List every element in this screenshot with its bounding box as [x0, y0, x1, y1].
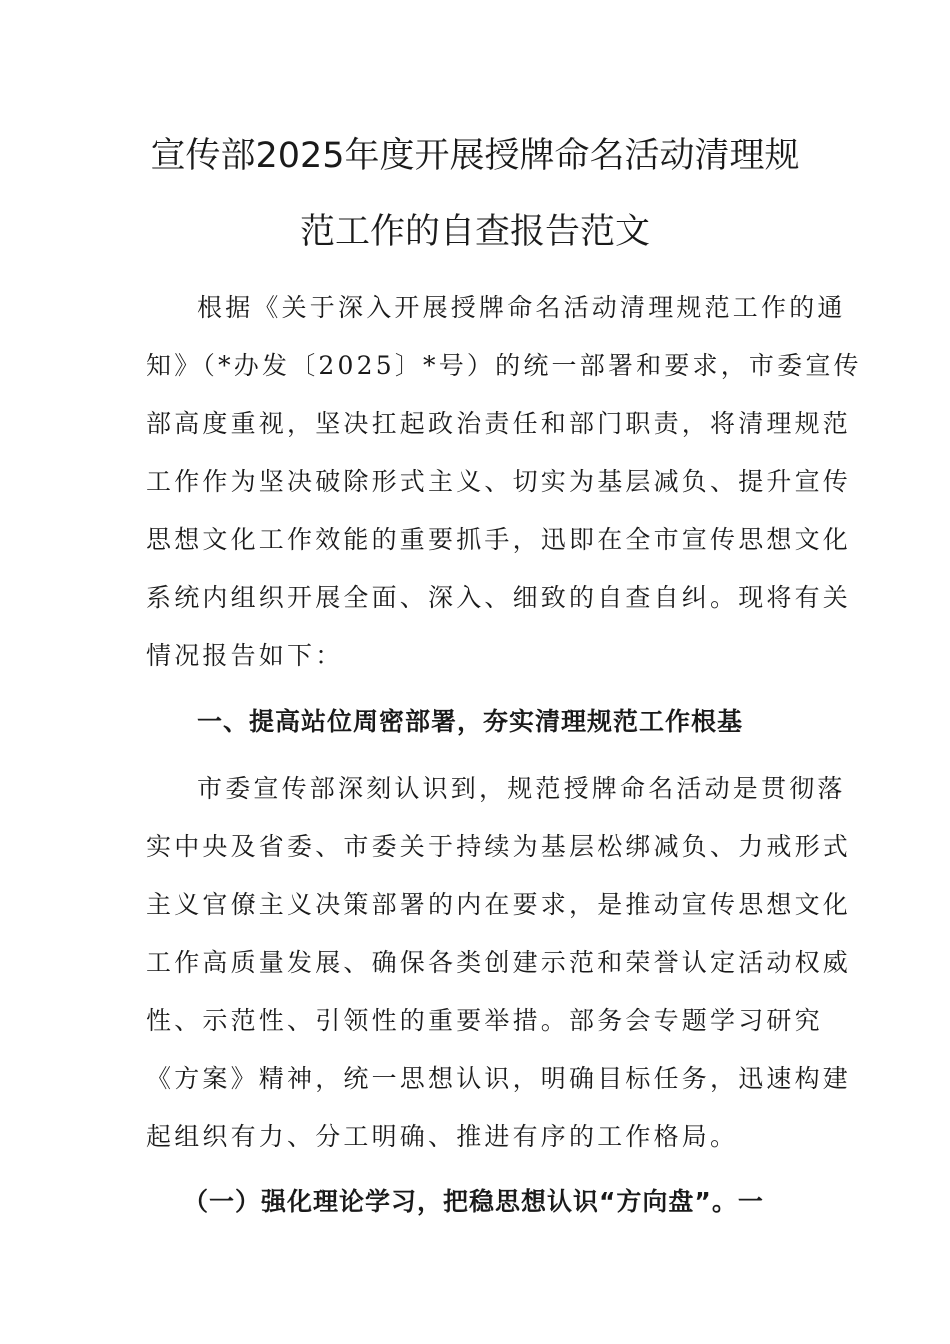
intro-paragraph-line: 工作作为坚决破除形式主义、切实为基层减负、提升宣传: [146, 467, 852, 496]
section-1-paragraph-line: 市委宣传部深刻认识到，规范授牌命名活动是贯彻落: [197, 774, 846, 803]
section-1-paragraph-line: 性、示范性、引领性的重要举措。部务会专题学习研究: [146, 1006, 823, 1035]
section-1-paragraph-line: 工作高质量发展、确保各类创建示范和荣誉认定活动权威: [146, 948, 852, 977]
intro-paragraph-line: 根据《关于深入开展授牌命名活动清理规范工作的通: [197, 293, 846, 322]
section-1-paragraph-line: 《方案》精神，统一思想认识，明确目标任务，迅速构建: [146, 1064, 852, 1093]
section-1-paragraph-line: 实中央及省委、市委关于持续为基层松绑减负、力戒形式: [146, 832, 852, 861]
intro-paragraph-line: 系统内组织开展全面、深入、细致的自查自纠。现将有关: [146, 583, 852, 612]
section-1-paragraph-line: 起组织有力、分工明确、推进有序的工作格局。: [146, 1122, 739, 1151]
document-title-line-2: 范工作的自查报告范文: [299, 212, 650, 252]
intro-paragraph-line: 思想文化工作效能的重要抓手，迅即在全市宣传思想文化: [146, 525, 852, 554]
intro-paragraph-line: 知》（*办发〔2025〕*号）的统一部署和要求，市委宣传: [146, 351, 862, 380]
section-1-paragraph-line: 主义官僚主义决策部署的内在要求，是推动宣传思想文化: [146, 890, 852, 919]
subsection-1-heading: （一）强化理论学习，把稳思想认识“方向盘”。一: [183, 1187, 764, 1216]
section-1-heading: 一、提高站位周密部署，夯实清理规范工作根基: [197, 707, 744, 736]
intro-paragraph-line: 部高度重视，坚决扛起政治责任和部门职责，将清理规范: [146, 409, 852, 438]
intro-paragraph-line: 情况报告如下：: [146, 641, 344, 670]
document-title-line-1: 宣传部2025年度开展授牌命名活动清理规: [150, 136, 800, 176]
